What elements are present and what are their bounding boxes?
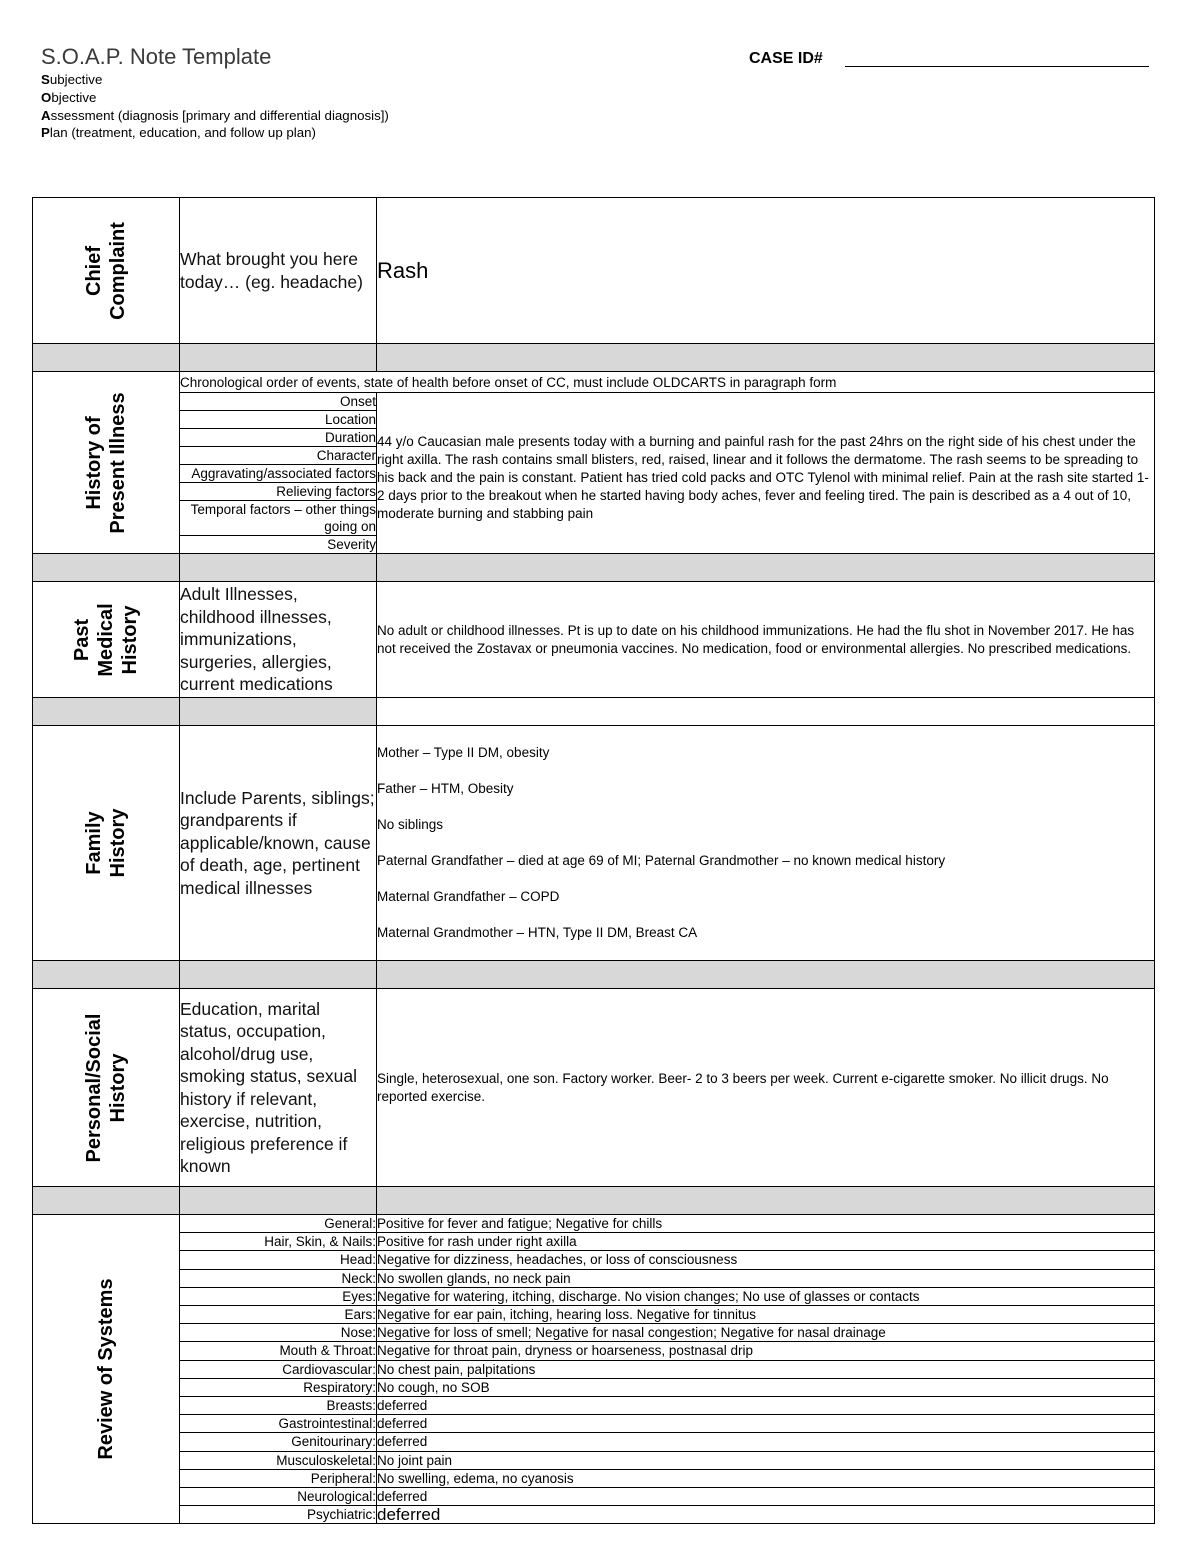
legend-plan: Plan (treatment, education, and follow up plan)	[41, 125, 316, 141]
social-heading: Personal/Social History	[33, 989, 180, 1187]
case-id-field[interactable]	[845, 66, 1149, 67]
ros-row-neuro	[33, 1488, 1155, 1506]
ros-row-resp	[33, 1378, 1155, 1396]
pmh-heading: Past Medical History	[33, 582, 180, 698]
chief-complaint-heading: Chief Complaint	[33, 198, 180, 344]
hpi-label-duration: Duration	[180, 429, 376, 447]
ros-value[interactable]: deferred	[377, 1488, 1155, 1506]
ros-row-msk	[33, 1451, 1155, 1469]
ros-value[interactable]: Negative for watering, itching, discharge. No vision changes; No use of glasses or contacts	[377, 1287, 1155, 1305]
ros-value[interactable]: deferred	[377, 1415, 1155, 1433]
pmh-row	[33, 582, 1155, 698]
ros-row-eyes	[33, 1287, 1155, 1305]
hpi-instruction: Chronological order of events, state of health before onset of CC, must include OLDCARTS in paragraph form	[180, 372, 1155, 393]
ros-label: Eyes:	[180, 1287, 377, 1305]
ros-label: Neck:	[180, 1269, 377, 1287]
ros-value[interactable]: No chest pain, palpitations	[377, 1360, 1155, 1378]
social-row	[33, 989, 1155, 1187]
ros-row-ears	[33, 1306, 1155, 1324]
hpi-label-temporal: Temporal factors – other things going on	[180, 501, 376, 536]
ros-label: Peripheral:	[180, 1469, 377, 1487]
ros-label: Neurological:	[180, 1488, 377, 1506]
family-line: No siblings	[377, 817, 444, 832]
hpi-label-aggravating: Aggravating/associated factors	[180, 465, 376, 483]
family-answer[interactable]	[377, 726, 1155, 961]
ros-label: Musculoskeletal:	[180, 1451, 377, 1469]
ros-value[interactable]: Negative for dizziness, headaches, or loss of consciousness	[377, 1251, 1155, 1269]
family-line: Father – HTM, Obesity	[377, 781, 514, 796]
ros-row-cardio	[33, 1360, 1155, 1378]
soap-legend	[41, 71, 389, 142]
ros-label: Hair, Skin, & Nails:	[180, 1233, 377, 1251]
ros-value[interactable]: deferred	[377, 1506, 1155, 1524]
ros-row-gi	[33, 1415, 1155, 1433]
spacer-row	[33, 344, 1155, 372]
ros-value[interactable]: Negative for ear pain, itching, hearing loss. Negative for tinnitus	[377, 1306, 1155, 1324]
chief-complaint-answer[interactable]: Rash	[377, 198, 1155, 344]
family-line: Maternal Grandmother – HTN, Type II DM, Breast CA	[377, 925, 698, 940]
ros-value[interactable]: deferred	[377, 1397, 1155, 1415]
ros-row-head	[33, 1251, 1155, 1269]
ros-row-peripheral	[33, 1469, 1155, 1487]
hpi-answer[interactable]: 44 y/o Caucasian male presents today with a burning and painful rash for the past 24hrs on the right side of his chest under the right axilla. The rash contains small blisters, red, raised, linear and it follows the dermatome. The rash seems to be spreading to his back and the pain is constant. Patient has tried cold packs and OTC Tylenol with minimal relief. Pain at the rash site started 1-2 days prior to the breakout when he started having body aches, fever and feeling tired. The pain is described as a 4 out of 10, moderate burning and stabbing pain	[377, 393, 1155, 554]
chief-complaint-prompt: What brought you here today… (eg. headache)	[180, 198, 377, 344]
spacer-row	[33, 698, 1155, 726]
hpi-content-row	[33, 393, 1155, 554]
case-id-label: CASE ID#	[749, 50, 823, 67]
ros-label: Head:	[180, 1251, 377, 1269]
hpi-label-character: Character	[180, 447, 376, 465]
hpi-instruction-row	[33, 372, 1155, 393]
legend-assessment: Assessment (diagnosis [primary and differential diagnosis])	[41, 107, 389, 123]
ros-label: Cardiovascular:	[180, 1360, 377, 1378]
ros-row-skin	[33, 1233, 1155, 1251]
ros-value[interactable]: No swelling, edema, no cyanosis	[377, 1469, 1155, 1487]
social-prompt: Education, marital status, occupation, alcohol/drug use, smoking status, sexual history if relevant, exercise, nutrition, religious preference if known	[180, 989, 377, 1187]
hpi-label-severity: Severity	[327, 537, 376, 552]
ros-value[interactable]: deferred	[377, 1433, 1155, 1451]
spacer-row	[33, 554, 1155, 582]
hpi-heading: History of Present Illness	[33, 372, 180, 554]
spacer-row	[33, 1187, 1155, 1215]
ros-label: Psychiatric:	[180, 1506, 377, 1524]
pmh-prompt: Adult Illnesses, childhood illnesses, immunizations, surgeries, allergies, current medications	[180, 582, 377, 698]
ros-row-psych	[33, 1506, 1155, 1524]
ros-value[interactable]: No swollen glands, no neck pain	[377, 1269, 1155, 1287]
ros-label: Breasts:	[180, 1397, 377, 1415]
ros-label: Respiratory:	[180, 1378, 377, 1396]
chief-complaint-row	[33, 198, 1155, 344]
ros-value[interactable]: Positive for rash under right axilla	[377, 1233, 1155, 1251]
ros-value[interactable]: No cough, no SOB	[377, 1378, 1155, 1396]
ros-row-neck	[33, 1269, 1155, 1287]
ros-label: Genitourinary:	[180, 1433, 377, 1451]
ros-value[interactable]: Positive for fever and fatigue; Negative for chills	[377, 1215, 1155, 1233]
legend-objective: Objective	[41, 89, 97, 105]
ros-row-mouth	[33, 1342, 1155, 1360]
ros-label: Ears:	[180, 1306, 377, 1324]
ros-heading: Review of Systems	[33, 1215, 180, 1524]
ros-row-breasts	[33, 1397, 1155, 1415]
ros-row-nose	[33, 1324, 1155, 1342]
ros-label: General:	[180, 1215, 377, 1233]
pmh-answer[interactable]: No adult or childhood illnesses. Pt is up to date on his childhood immunizations. He had the flu shot in November 2017. He has not received the Zostavax or pneumonia vaccines. No medication, food or environmental allergies. No prescribed medications.	[377, 582, 1155, 698]
family-line: Paternal Grandfather – died at age 69 of MI; Paternal Grandmother – no known medical history	[377, 853, 946, 868]
social-answer[interactable]: Single, heterosexual, one son. Factory worker. Beer- 2 to 3 beers per week. Current e-cigarette smoker. No illicit drugs. No reported exercise.	[377, 989, 1155, 1187]
spacer-row	[33, 961, 1155, 989]
legend-subjective: Subjective	[41, 72, 103, 87]
hpi-label-onset: Onset	[180, 393, 376, 411]
ros-label: Gastrointestinal:	[180, 1415, 377, 1433]
ros-value[interactable]: No joint pain	[377, 1451, 1155, 1469]
ros-value[interactable]: Negative for loss of smell; Negative for nasal congestion; Negative for nasal drainage	[377, 1324, 1155, 1342]
ros-value[interactable]: Negative for throat pain, dryness or hoarseness, postnasal drip	[377, 1342, 1155, 1360]
hpi-labels	[180, 393, 377, 554]
family-line: Mother – Type II DM, obesity	[377, 745, 550, 760]
ros-label: Mouth & Throat:	[180, 1342, 377, 1360]
document-title: S.O.A.P. Note Template	[41, 44, 272, 69]
family-row	[33, 726, 1155, 961]
family-line: Maternal Grandfather – COPD	[377, 889, 560, 904]
soap-form-table	[32, 197, 1155, 1524]
hpi-label-location: Location	[180, 411, 376, 429]
family-prompt: Include Parents, siblings; grandparents if applicable/known, cause of death, age, pertinent medical illnesses	[180, 726, 377, 961]
family-heading: Family History	[33, 726, 180, 961]
ros-row-general	[33, 1215, 1155, 1233]
ros-label: Nose:	[180, 1324, 377, 1342]
ros-row-gu	[33, 1433, 1155, 1451]
hpi-label-relieving: Relieving factors	[180, 483, 376, 501]
